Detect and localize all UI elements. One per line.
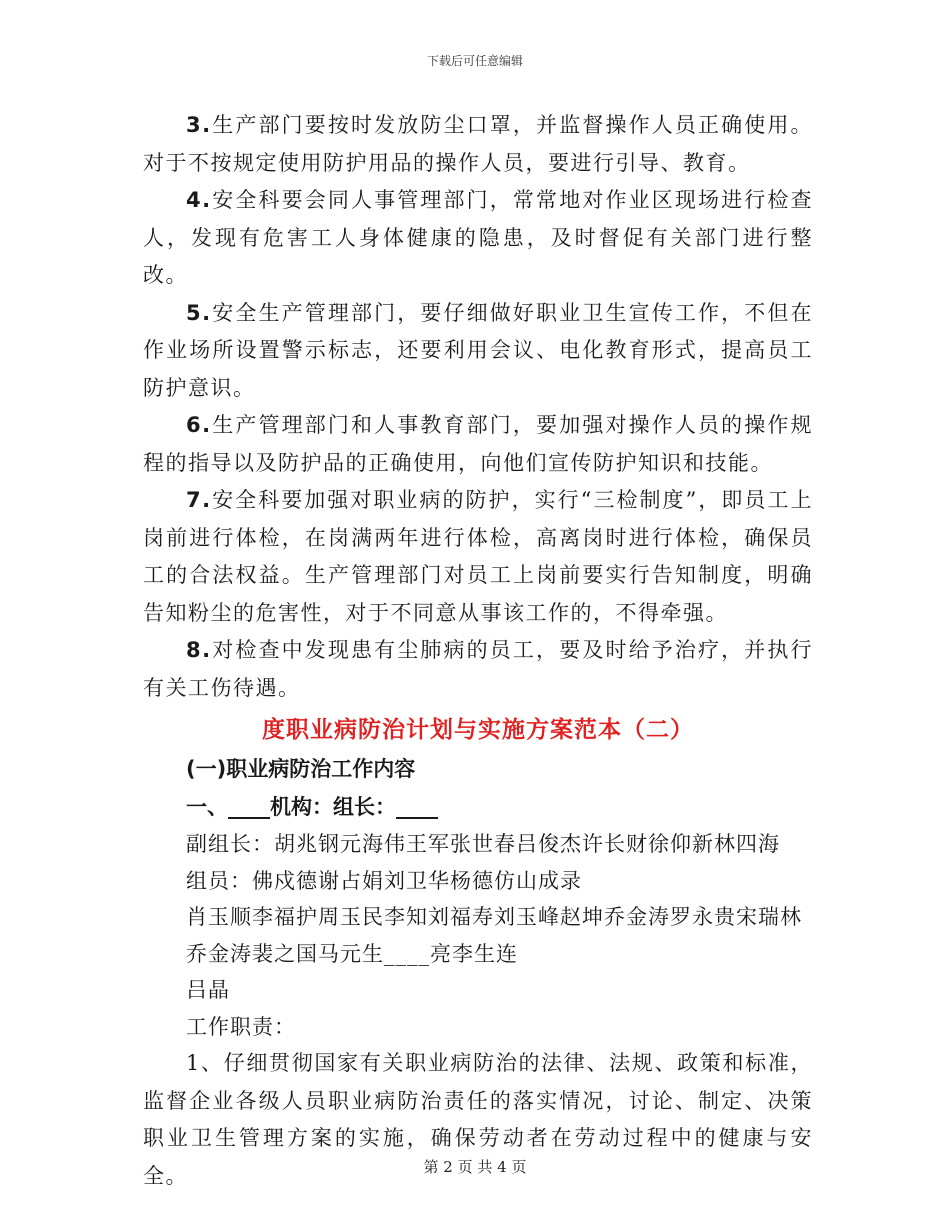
duty-label: 工作职责： [186,1014,296,1039]
duty-paragraph: 1、仔细贯彻国家有关职业病防治的法律、法规、政策和标准，监督企业各级人员职业病防治责任的落实情况，讨论、制定、决策职业卫生管理方案的实施，确保劳动者在劳动过程中的健康与安全。 [143,1051,813,1188]
list-item [143,107,813,182]
list-item [143,182,813,295]
list-item [143,632,813,707]
document-body [143,107,813,1195]
members-line: 乔金涛裴之国马元生____亮李生连 [186,941,518,966]
item-text: 安全科要加强对职业病的防护，实行“三检制度”，即员工上岗前进行体检，在岗满两年进行体检，高离岗时进行体检，确保员工的合法权益。生产管理部门对员工上岗前要实行告知制度，明确告知粉尘的危害性，对于不同意从事该工作的，不得牵强。 [143,488,813,625]
list-item [143,295,813,408]
list-item [143,407,813,482]
members-line: 吕晶 [186,978,230,1002]
page-number: 第 2 页 共 4 页 [423,1158,527,1176]
vice-leaders-line: 副组长：胡兆钢元海伟王军张世春吕俊杰许长财徐仰新林四海 [186,832,780,856]
list-item [143,482,813,632]
item-text: 生产管理部门和人事教育部门，要加强对操作人员的操作规程的指导以及防护品的正确使用，向他们宣传防护知识和技能。 [143,413,813,475]
organization-line: 一、____机构：组长：____ [186,794,438,819]
item-number: 4. [186,188,212,212]
item-number: 6. [186,413,212,437]
item-number: 3. [186,113,212,137]
item-text: 安全生产管理部门，要仔细做好职业卫生宣传工作，不但在作业场所设置警示标志，还要利用会议、电化教育形式，提高员工防护意识。 [143,300,813,400]
page-header-note: 下载后可任意编辑 [426,54,523,68]
item-text: 安全科要会同人事管理部门，常常地对作业区现场进行检查人，发现有危害工人身体健康的隐患，及时督促有关部门进行整改。 [143,188,813,287]
members-line: 组员：佛戍德谢占娟刘卫华杨德仿山成录 [186,868,582,893]
item-number: 7. [186,488,212,512]
members-line: 肖玉顺李福护周玉民李知刘福寿刘玉峰赵坤乔金涛罗永贵宋瑞林 [186,905,802,929]
item-text: 生产部门要按时发放防尘口罩，并监督操作人员正确使用。对于不按规定使用防护用品的操作人员，要进行引导、教育。 [143,113,813,175]
item-number: 8. [186,638,212,662]
item-text: 对检查中发现患有尘肺病的员工，要及时给予治疗，并执行有关工伤待遇。 [143,638,813,700]
subsection-heading: (一)职业病防治工作内容 [186,757,416,781]
section-title: 度职业病防治计划与实施方案范本（二） [262,716,694,743]
item-number: 5. [186,300,212,325]
